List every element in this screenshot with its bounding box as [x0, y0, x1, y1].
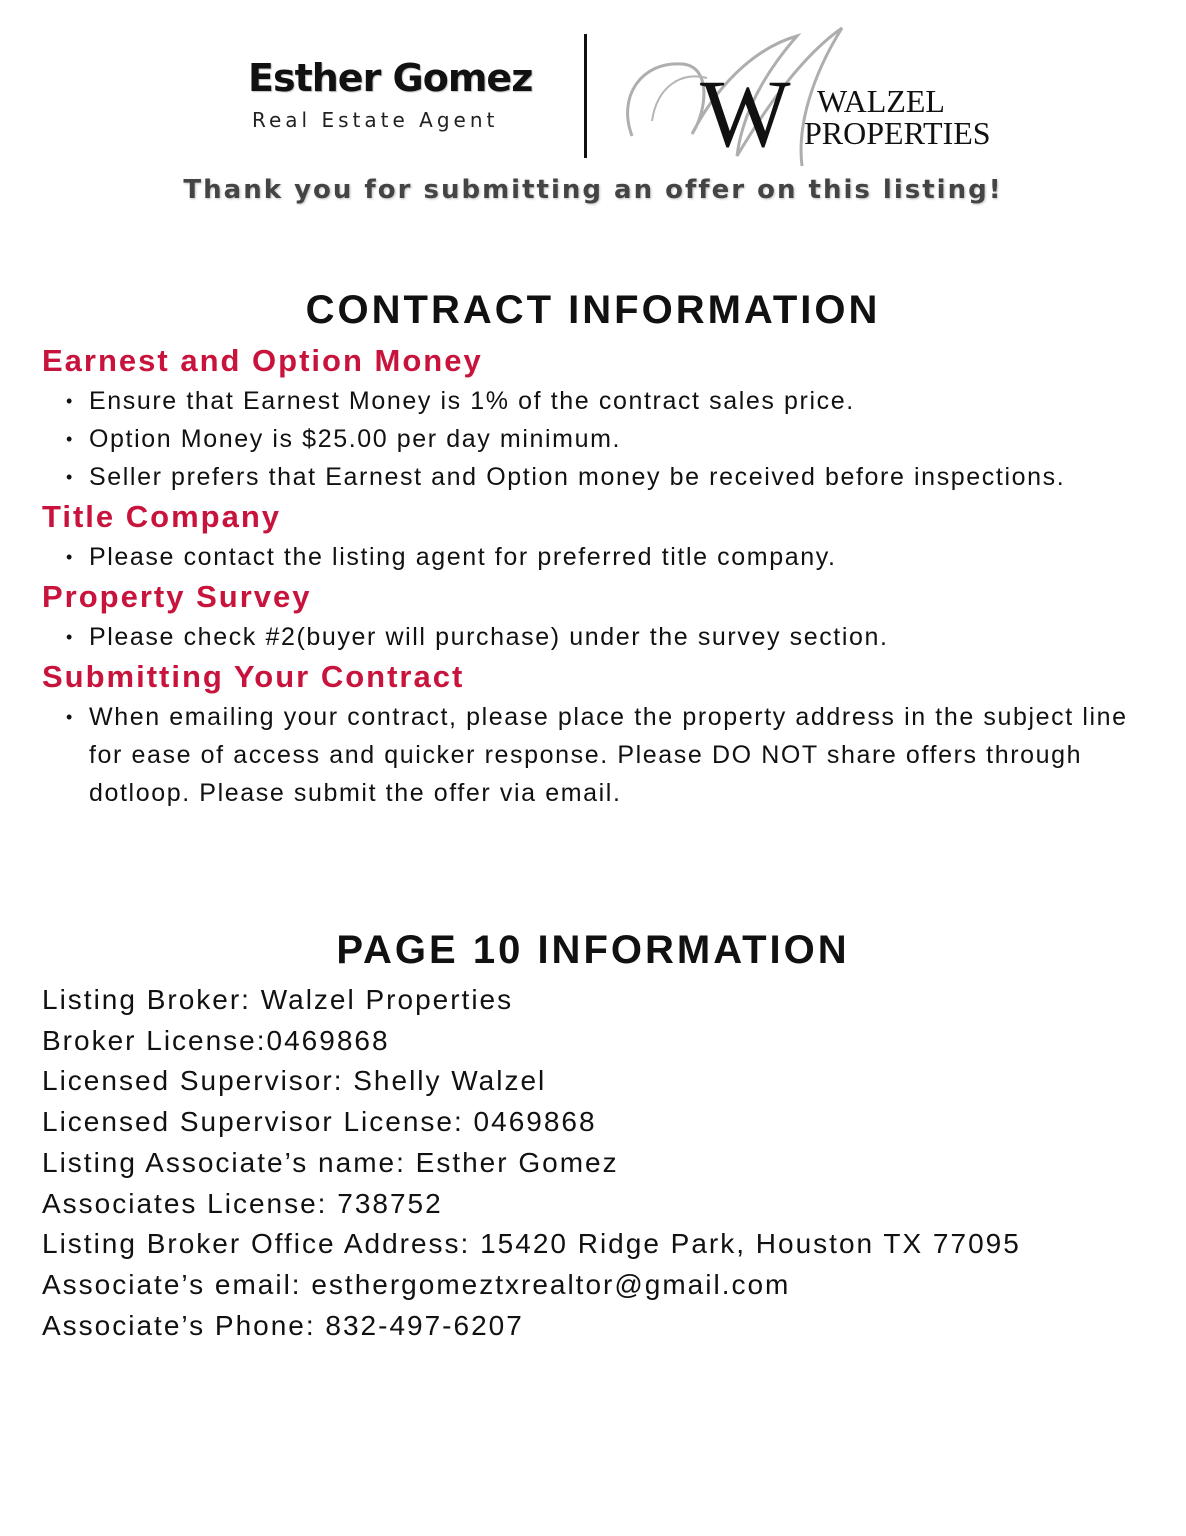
- list-item: • Please contact the listing agent for preferred title company.: [89, 538, 1142, 576]
- page-10-information-list: [42, 980, 1162, 1346]
- thank-you-tagline: Thank you for submitting an offer on this listing!: [183, 175, 1003, 205]
- contract-information-title: CONTRACT INFORMATION: [305, 288, 881, 332]
- associate-phone: Associate’s Phone: 832-497-6207: [42, 1309, 524, 1341]
- title-company-list: [42, 538, 1142, 576]
- agent-name: Esther Gomez: [248, 56, 533, 100]
- logo-monogram: W: [700, 60, 791, 167]
- submitting-contract-list: [42, 698, 1142, 812]
- list-item: • Ensure that Earnest Money is 1% of the contract sales price.: [89, 382, 1142, 420]
- associate-email: Associate’s email: esthergomeztxrealtor@gmail.com: [42, 1268, 791, 1300]
- list-item: • When emailing your contract, please place the property address in the subject line for ease of access and quicker response. Please DO NOT share offers through dotloop. Please submit the offer via email.: [89, 698, 1142, 812]
- listing-broker: Listing Broker: Walzel Properties: [42, 984, 514, 1015]
- submitting-contract-heading: Submitting Your Contract: [42, 659, 465, 694]
- broker-license: Broker License:0469868: [42, 1024, 390, 1056]
- page-10-information-title: PAGE 10 INFORMATION: [336, 928, 850, 972]
- listing-associate-name: Listing Associate’s name: Esther Gomez: [42, 1146, 619, 1178]
- earnest-option-list: [42, 382, 1142, 496]
- list-item: • Seller prefers that Earnest and Option money be received before inspections.: [89, 458, 1142, 496]
- associates-license: Associates License: 738752: [42, 1187, 443, 1219]
- office-address: Listing Broker Office Address: 15420 Ridge Park, Houston TX 77095: [42, 1228, 1021, 1260]
- logo-line-properties: PROPERTIES: [804, 115, 991, 151]
- property-survey-list: [42, 618, 1142, 656]
- contract-sections: [42, 340, 1142, 812]
- list-item: • Please check #2(buyer will purchase) under the survey section.: [89, 618, 1142, 656]
- header-divider: [584, 34, 587, 158]
- page-header: [0, 0, 1186, 230]
- earnest-option-heading: Earnest and Option Money: [42, 343, 483, 378]
- logo-line-walzel: WALZEL: [817, 83, 945, 119]
- property-survey-heading: Property Survey: [42, 579, 312, 614]
- list-item: • Option Money is $25.00 per day minimum.: [89, 420, 1142, 458]
- title-company-heading: Title Company: [42, 499, 282, 534]
- agent-title: Real Estate Agent: [252, 108, 499, 132]
- walzel-properties-logo: [612, 16, 1012, 172]
- licensed-supervisor-license: Licensed Supervisor License: 0469868: [42, 1106, 597, 1138]
- licensed-supervisor: Licensed Supervisor: Shelly Walzel: [42, 1065, 547, 1097]
